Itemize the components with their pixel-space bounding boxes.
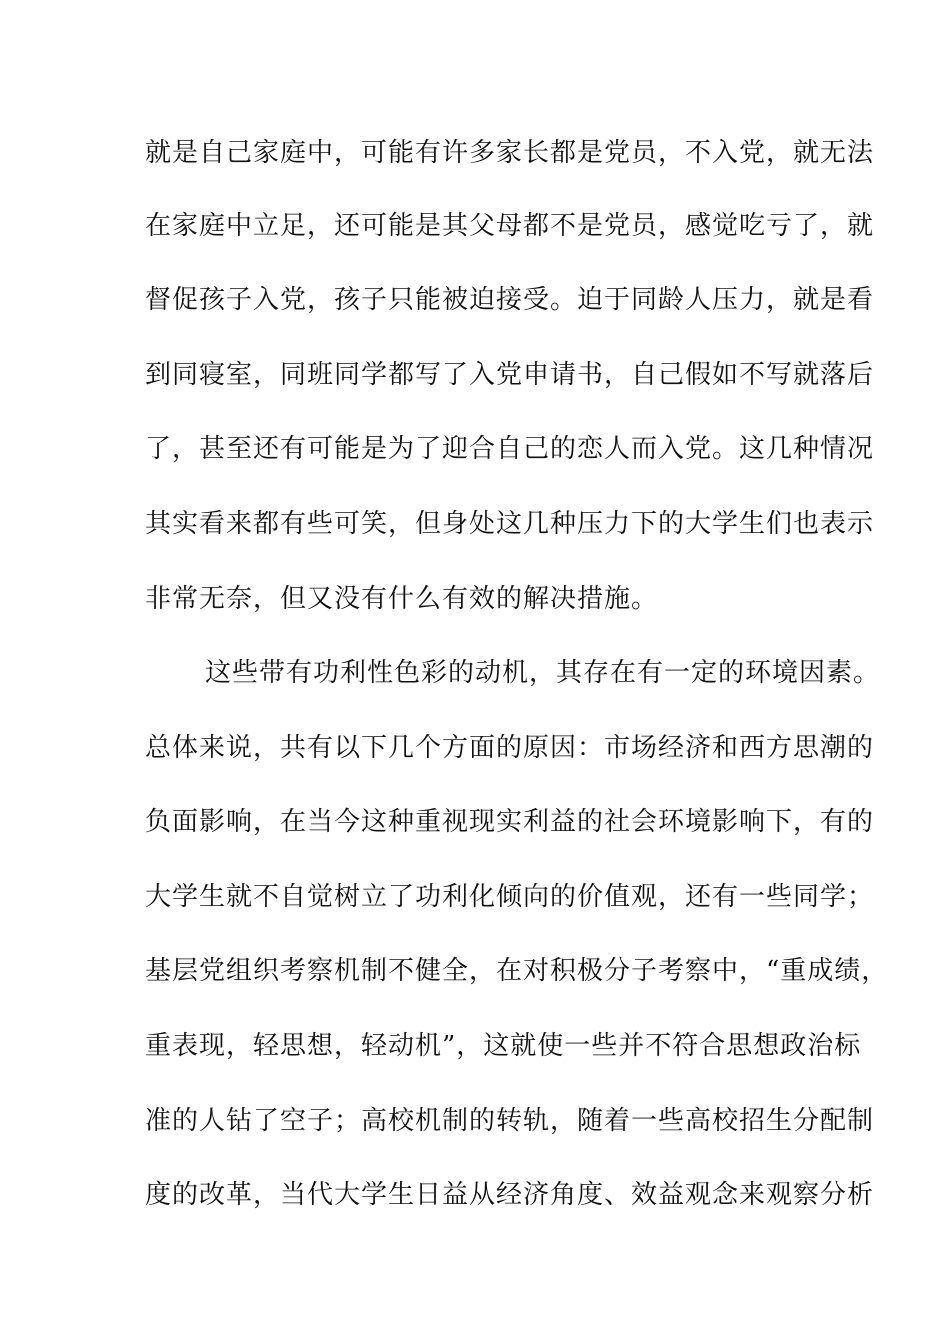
text-line: 负面影响，在当今这种重视现实利益的社会环境影响下，有的 xyxy=(145,807,875,837)
text-line: 其实看来都有些可笑，但身处这几种压力下的大学生们也表示 xyxy=(145,509,875,539)
text-line: 在家庭中立足，还可能是其父母都不是党员，感觉吃亏了，就 xyxy=(145,211,875,241)
text-line: 督促孩子入党，孩子只能被迫接受。迫于同龄人压力，就是看 xyxy=(145,285,875,315)
text-line: 重表现，轻思想，轻动机”，这就使一些并不符合思想政治标 xyxy=(145,1031,862,1061)
text-line: 到同寝室，同班同学都写了入党申请书，自己假如不写就落后 xyxy=(145,360,875,390)
text-line: 基层党组织考察机制不健全，在对积极分子考察中，“重成绩， xyxy=(145,956,889,986)
text-line: 就是自己家庭中，可能有许多家长都是党员，不入党，就无法 xyxy=(145,138,875,168)
paragraph-first-line: 这些带有功利性色彩的动机，其存在有一定的环境因素。 xyxy=(205,658,881,688)
text-line: 度的改革，当代大学生日益从经济角度、效益观念来观察分析 xyxy=(145,1180,875,1210)
text-line: 大学生就不自觉树立了功利化倾向的价值观，还有一些同学； xyxy=(145,882,875,912)
text-line: 准的人钻了空子；高校机制的转轨，随着一些高校招生分配制 xyxy=(145,1106,875,1136)
text-line: 非常无奈，但又没有什么有效的解决措施。 xyxy=(145,584,659,614)
text-line: 总体来说，共有以下几个方面的原因：市场经济和西方思潮的 xyxy=(145,733,875,763)
text-line: 了，甚至还有可能是为了迎合自己的恋人而入党。这几种情况 xyxy=(145,434,875,464)
